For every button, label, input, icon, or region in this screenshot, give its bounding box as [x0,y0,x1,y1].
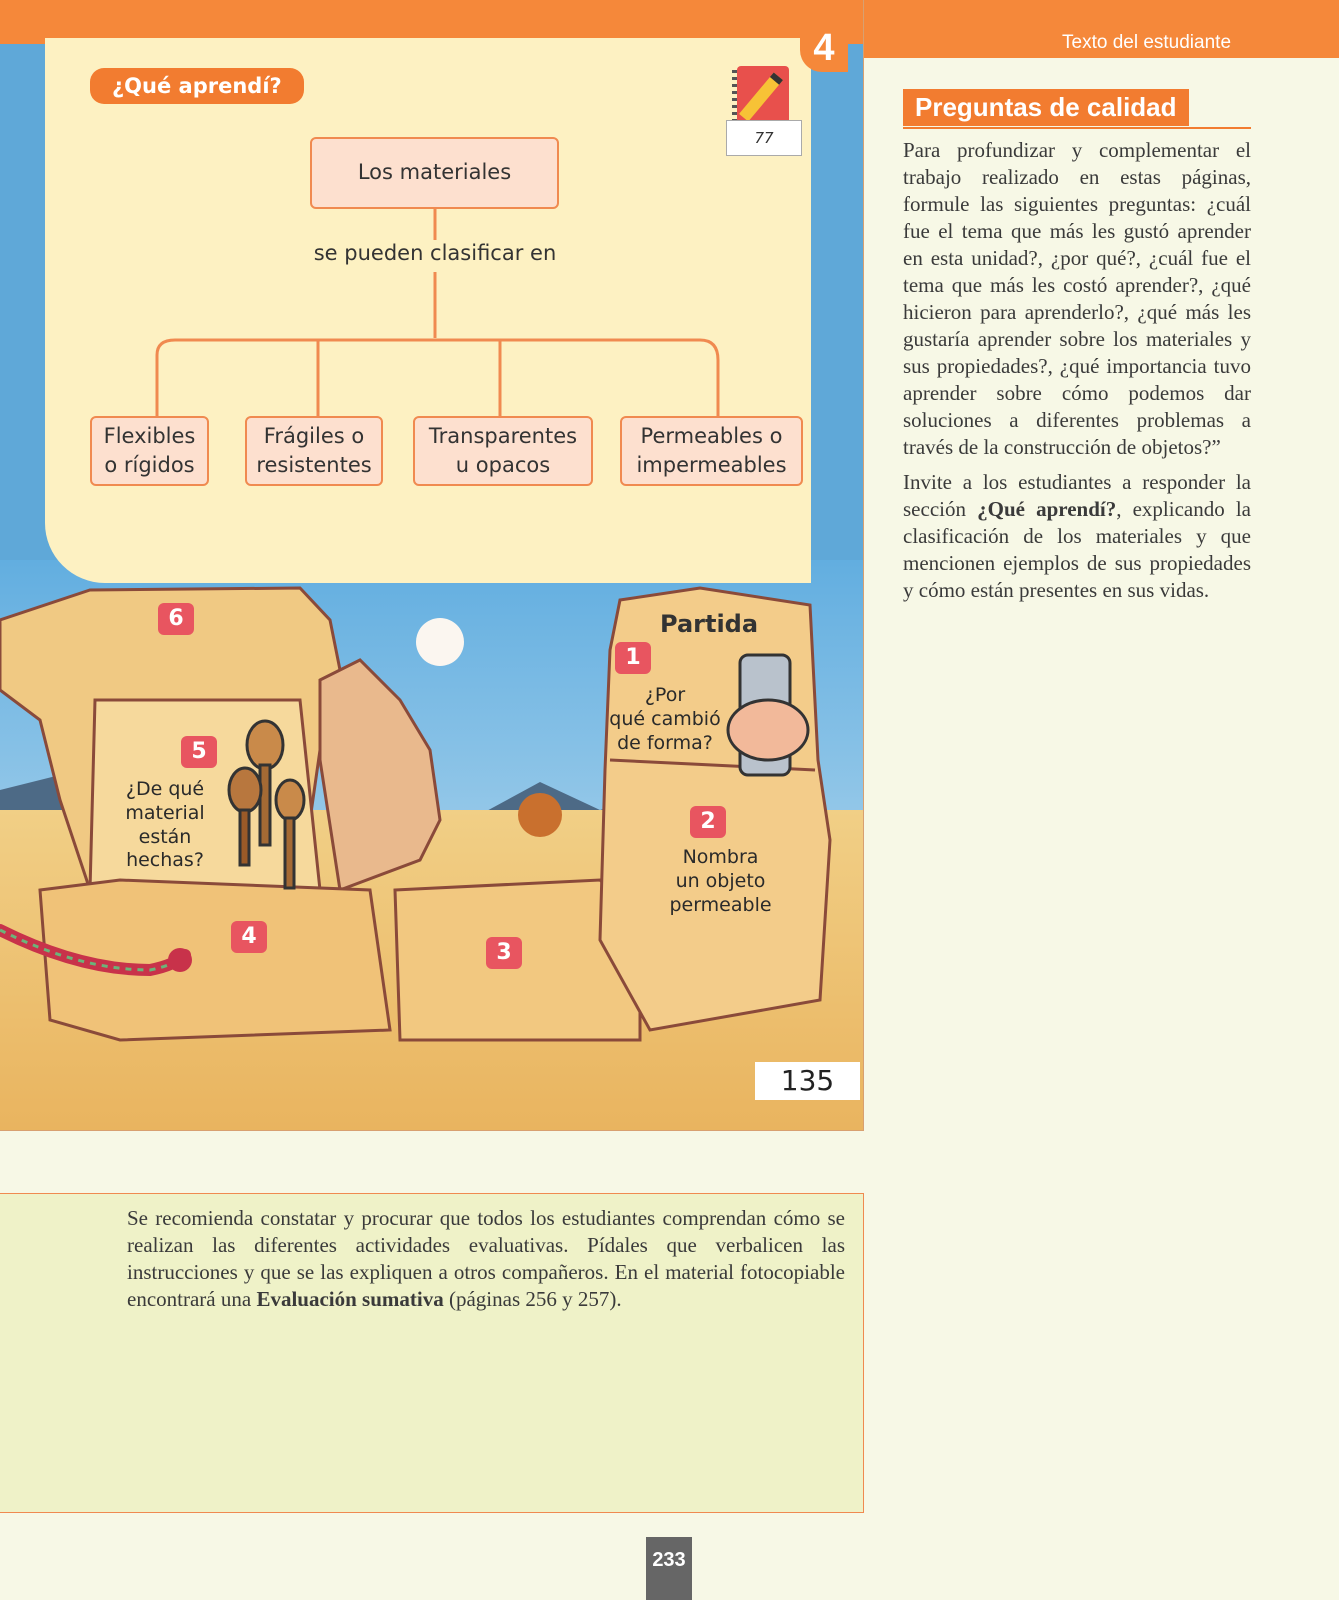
concept-connector: se pueden clasificar en [313,241,557,265]
category-line: Permeables o [640,423,783,448]
text-run: Se recomienda constatar y procurar que todos los estudiantes comprendan cómo se realizan las diferentes actividades evaluativas. Pídales que verbalicen las instrucciones y que se las expliquen a otros compañeros. En el material fotocopiable encontrará una [127,1206,845,1311]
category-line: Transparentes [428,423,578,448]
moon [416,618,464,666]
question-line: ¿De qué [125,778,205,800]
student-page [0,0,864,1131]
question-line: están [138,825,192,848]
paragraph: Para profundizar y complementar el trabajo realizado en estas páginas, formule las siguientes preguntas: ¿cuál fue el tema que más les gustó aprender en esta unidad?, ¿por qué?, ¿cuál fue el tema que más les costó aprender?, ¿qué hicieron para aprenderlo?, ¿qué más les gustaría aprender sobre los materiales y sus propiedades?, ¿qué importancia tuvo aprender sobre cómo podemos dar soluciones a diferentes problemas a través de la construcción de objetos?” [903,138,1251,459]
concept-map-connectors [0,0,863,600]
tumbleweed [518,793,562,837]
category-line: resistentes [256,453,372,477]
category-line: u opacos [455,453,551,477]
concept-category [245,416,383,486]
start-label: Partida [660,610,759,638]
question-line: material [125,801,205,824]
page-number: 233 [646,1537,692,1600]
bold-text: ¿Qué aprendí? [977,497,1117,521]
question-line: qué cambió [609,707,721,730]
step-badge: 4 [231,921,267,953]
paragraph [903,469,1251,604]
category-line: Flexibles [103,423,196,448]
question-line: ¿Por [644,684,686,706]
bold-text: Evaluación sumativa [256,1287,444,1311]
step-badge: 6 [158,603,194,635]
step-badge: 3 [486,937,522,969]
concept-root: Los materiales [310,137,559,209]
teacher-note-text [127,1205,845,1313]
step-badge: 1 [615,642,651,674]
section-title: Preguntas de calidad [903,89,1189,126]
section-rule [903,127,1251,129]
concept-category [90,416,209,486]
question-line: Nombra [682,846,759,868]
category-line: impermeables [636,453,787,477]
student-page-number: 135 [755,1062,860,1100]
step-question [605,684,725,755]
question-line: de forma? [617,731,713,754]
question-line: un objeto [675,869,766,892]
text-run: Invite a los estudiantes a responder la sección [903,470,1251,521]
category-line: Frágiles o [263,423,365,448]
question-line: hechas? [126,849,204,872]
category-line: o rígidos [104,453,195,477]
teacher-header-label: Texto del estudiante [1062,32,1232,53]
spoon [247,721,283,769]
notebook-page-ref: 77 [726,120,802,156]
text-run: (páginas 256 y 257). [443,1287,622,1311]
step-question [658,846,783,917]
step-question [110,778,220,873]
step-badge: 5 [181,736,217,768]
step-badge: 2 [690,806,726,838]
concept-category [413,416,593,486]
unit-number: 4 [800,22,848,72]
section-tab: ¿Qué aprendí? [90,68,304,104]
question-line: permeable [669,893,772,916]
concept-category [620,416,803,486]
text-run: , explicando la clasificación de los materiales y que mencionen ejemplos de sus propiedades y cómo están presentes en sus vidas. [903,497,1251,602]
